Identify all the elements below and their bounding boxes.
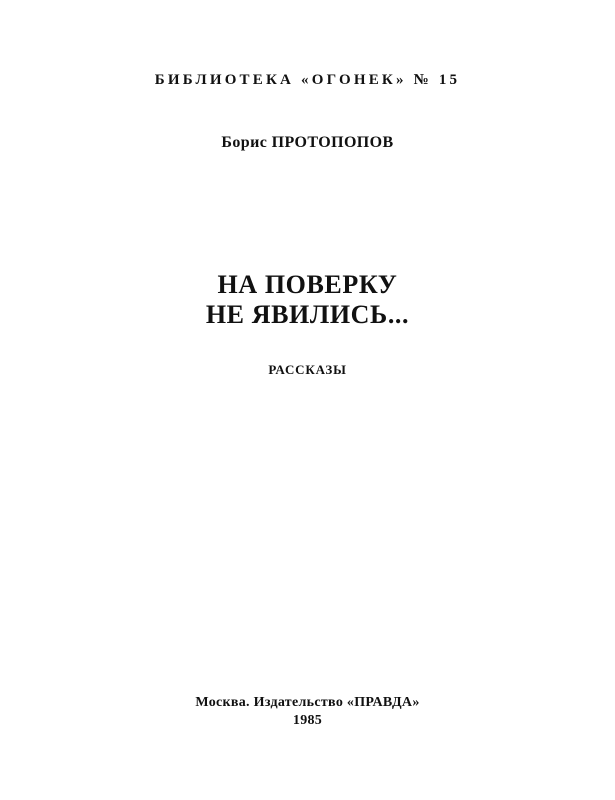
author-name: Борис ПРОТОПОПОВ (221, 134, 394, 151)
imprint (0, 694, 615, 730)
genre-label: РАССКАЗЫ (268, 362, 347, 377)
publication-year: 1985 (292, 713, 323, 728)
book-title-line-2: НЕ ЯВИЛИСЬ... (205, 300, 410, 329)
publisher-line: Москва. Издательство «ПРАВДА» (195, 695, 420, 710)
book-title (0, 270, 615, 330)
series-heading: БИБЛИОТЕКА «ОГОНЕК» № 15 (154, 72, 461, 88)
book-title-line-1: НА ПОВЕРКУ (217, 270, 398, 299)
